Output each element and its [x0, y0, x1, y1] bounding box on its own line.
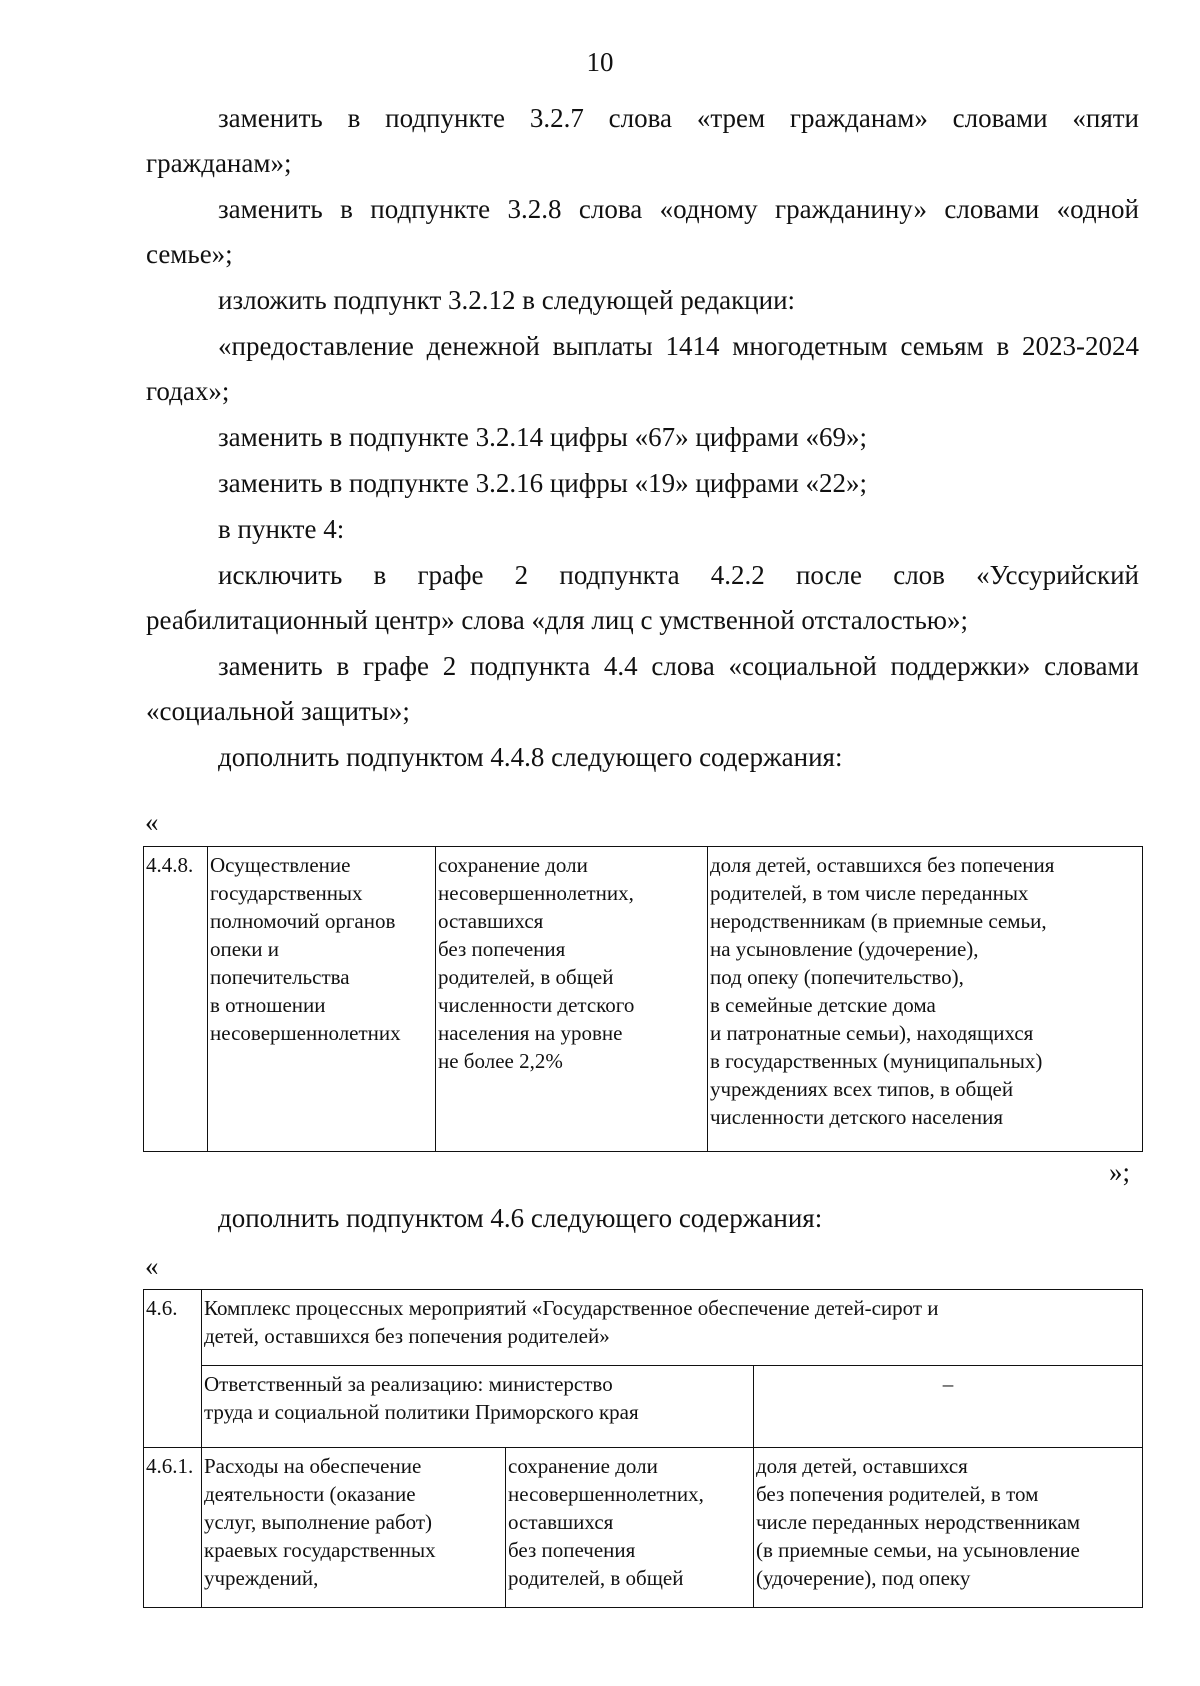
row-number: 4.6.1. — [144, 1448, 202, 1608]
indicator-cell: доля детей, оставшихся без попечения родителей, в том числе переданных неродственникам (в приемные семьи, на усыновление (удочерение), под опеку — [754, 1448, 1143, 1608]
table-row — [144, 1290, 1143, 1366]
paragraph-328: заменить в подпункте 3.2.8 слова «одному гражданину» словами «одной семье»; — [146, 194, 1139, 269]
paragraph-3216: заменить в подпункте 3.2.16 цифры «19» цифрами «22»; — [218, 468, 868, 498]
responsible-value: – — [754, 1366, 1143, 1448]
paragraph-3212-text: «предоставление денежной выплаты 1414 многодетным семьям в 2023-2024 годах»; — [146, 331, 1139, 406]
table-448 — [143, 846, 1143, 1152]
paragraph-448-intro: дополнить подпунктом 4.4.8 следующего содержания: — [218, 742, 843, 772]
table-46 — [143, 1289, 1143, 1608]
result-cell: сохранение доли несовершеннолетних, оставшихся без попечения родителей, в общей — [506, 1448, 754, 1608]
row-number: 4.4.8. — [144, 847, 208, 1152]
paragraph-44: заменить в графе 2 подпункта 4.4 слова «социальной поддержки» словами «социальной защиты»; — [146, 651, 1139, 726]
responsible-cell: Ответственный за реализацию: министерство труда и социальной политики Приморского края — [202, 1366, 754, 1448]
activity-cell: Расходы на обеспечение деятельности (оказание услуг, выполнение работ) краевых государственных учреждений, — [202, 1448, 506, 1608]
paragraph-point-4: в пункте 4: — [218, 514, 345, 544]
page-number: 10 — [586, 47, 614, 77]
result-cell: сохранение доли несовершеннолетних, оставшихся без попечения родителей, в общей численности детского населения на уровне не более 2,2% — [436, 847, 708, 1152]
paragraph-3214: заменить в подпункте 3.2.14 цифры «67» цифрами «69»; — [218, 422, 868, 452]
table-row — [144, 1366, 1143, 1448]
indicator-cell: доля детей, оставшихся без попечения родителей, в том числе переданных неродственникам (в приемные семьи, на усыновление (удочерение), под опеку (попечительство), в семейные детские дома и патронатные семьи), находящихся в государственных (муниципальных) учреждениях всех типов, в общей численности детского населения — [708, 847, 1143, 1152]
table-row — [144, 847, 1143, 1152]
activity-cell: Осуществление государственных полномочий органов опеки и попечительства в отношении несовершеннолетних — [208, 847, 436, 1152]
paragraph-422: исключить в графе 2 подпункта 4.2.2 после слов «Уссурийский реабилитационный центр» слова «для лиц с умственной отсталостью»; — [146, 560, 1139, 635]
table-row — [144, 1448, 1143, 1608]
section-number: 4.6. — [144, 1290, 202, 1448]
paragraph-3212-intro: изложить подпункт 3.2.12 в следующей редакции: — [218, 285, 796, 315]
quote-open-448: « — [145, 807, 159, 837]
quote-open-46: « — [145, 1251, 159, 1281]
section-title: Комплекс процессных мероприятий «Государственное обеспечение детей-сирот и детей, оставшихся без попечения родителей» — [202, 1290, 1143, 1366]
quote-close-448: »; — [1109, 1157, 1131, 1187]
paragraph-327: заменить в подпункте 3.2.7 слова «трем гражданам» словами «пяти гражданам»; — [146, 103, 1139, 178]
paragraph-46-intro: дополнить подпунктом 4.6 следующего содержания: — [218, 1203, 823, 1233]
